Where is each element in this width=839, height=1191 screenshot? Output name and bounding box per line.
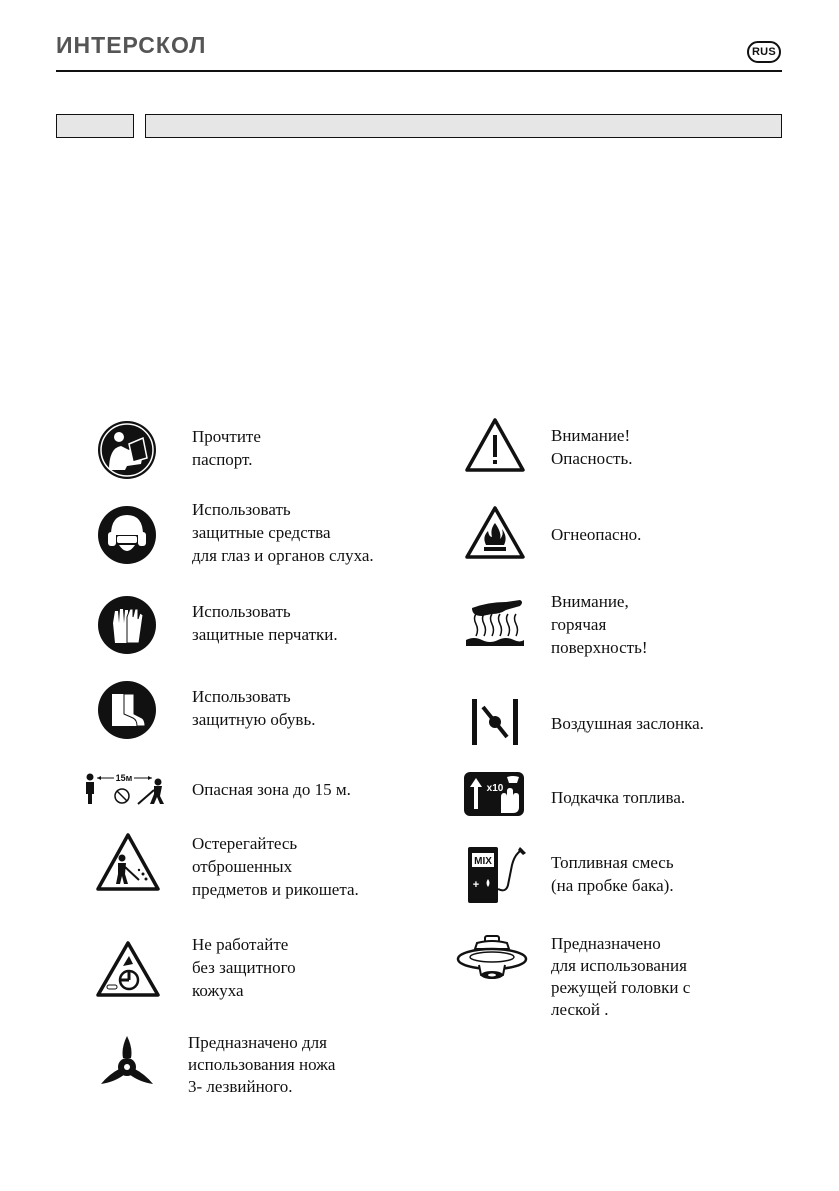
choke-icon — [469, 697, 521, 747]
three-blade-knife-icon — [97, 1034, 157, 1090]
thrown-objects-icon — [95, 832, 161, 892]
header-divider — [56, 70, 782, 72]
symbol-text-read-manual: Прочтите паспорт. — [192, 427, 261, 469]
svg-text:x10: x10 — [486, 783, 504, 794]
intersckol-logo — [56, 30, 246, 60]
section-number-box — [56, 114, 134, 138]
symbol-text-danger-zone: Опасная зона до 15 м. — [192, 780, 351, 799]
symbol-text-boots: Использовать защитную обувь. — [192, 687, 316, 729]
symbol-text-eye-ear-protection: Использовать защитные средства для глаз и органов слуха. — [192, 500, 374, 565]
symbol-text-fuel-mix: Топливная смесь (на пробке бака). — [551, 853, 674, 895]
eye-ear-protection-icon — [97, 505, 157, 565]
brand-wordmark: ИНТЕРСКОЛ — [56, 32, 207, 58]
symbol-text-thrown-objects: Остерегайтесь отброшенных предметов и рикошета. — [192, 834, 359, 899]
symbol-text-guard-required: Не работайте без защитного кожуха — [192, 935, 296, 1000]
boots-icon — [97, 680, 157, 740]
symbol-text-primer: Подкачка топлива. — [551, 788, 686, 807]
svg-text:15м: 15м — [115, 773, 133, 783]
gloves-icon — [97, 595, 157, 655]
warning-triangle-icon — [464, 417, 526, 473]
symbol-text-three-blade-knife: Предназначено для использования ножа 3- лезвийного. — [188, 1033, 336, 1096]
fuel-mix-icon — [466, 845, 528, 905]
section-title-bar — [145, 114, 782, 138]
symbol-text-trimmer-head: Предназначено для использования режущей головки с леской . — [551, 934, 691, 1019]
symbol-text-choke: Воздушная заслонка. — [551, 714, 704, 733]
symbol-text-hot-surface: Внимание, горячая поверхность! — [551, 592, 648, 657]
language-badge: RUS — [747, 41, 781, 63]
guard-required-icon — [95, 940, 161, 998]
svg-text:+: + — [472, 879, 480, 891]
symbol-text-flammable: Огнеопасно. — [551, 525, 642, 544]
danger-zone-15m-icon — [82, 772, 170, 806]
trimmer-head-icon — [455, 935, 529, 985]
symbol-text-warning: Внимание! Опасность. — [551, 426, 633, 468]
symbol-text-gloves: Использовать защитные перчатки. — [192, 602, 338, 644]
primer-bulb-icon — [463, 771, 525, 817]
flammable-icon — [464, 505, 526, 560]
svg-text:MIX: MIX — [474, 856, 492, 867]
hot-surface-icon — [462, 598, 526, 650]
read-manual-icon — [97, 420, 157, 480]
